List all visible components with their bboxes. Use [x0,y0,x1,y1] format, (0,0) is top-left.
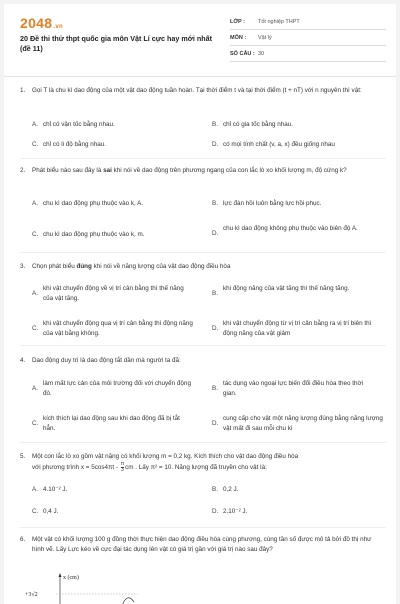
option-text: cung cấp cho vật một năng lượng đúng bằng năng lượng vật mất đi sau mỗi chu kì [223,415,383,432]
option-letter: D. [212,141,219,148]
question-number: 4. [20,357,26,364]
option-letter: C. [32,420,39,427]
exam-meta-table [230,14,386,62]
graph-y-label: x (cm) [63,575,79,581]
question-stem: Dao động duy trì là dao động tắt dần mà người ta đã: [32,357,181,364]
question-stem: Một con lắc lò xo gồm vật nặng có khối lượng m = 0,2 kg. Kích thích cho vật dao động điều hòa với phương trình x = 5cos4πt - $\frac{\pi}{3}$ cm . Lấy π² = 10. Năng lượng đã truyền cho vật là: [32,453,299,473]
emphasis-word: đúng [76,263,92,270]
option-letter: A. [32,290,38,297]
option-letter: D. [212,508,219,515]
option-text: kích thích lại dao động sau khi dao động đã bị tắt hẳn. [43,415,180,432]
option-text: chu kì dao động phụ thuộc vào k, A. [43,200,144,207]
option-letter: B. [212,290,218,297]
option-letter: D. [212,420,219,427]
option-letter: B. [212,486,218,493]
option-letter: A. [32,486,38,493]
emphasis-word: sai [103,167,112,174]
meta-row-count [230,46,386,62]
question-1 [20,86,386,110]
option-letter: C. [32,141,39,148]
question-5 [20,452,386,474]
question-number: 2. [20,167,26,174]
meta-value: Vật lý [258,35,272,41]
question-4 [20,356,386,368]
option-text: khi vật chuyển động về vị trí cân bằng thì thế năng của vật tăng. [43,285,184,302]
option-letter: A. [32,121,38,128]
question-divider [20,158,386,159]
option-letter: A. [32,200,38,207]
fraction-pi-over-3: $\frac{\pi}{3}$ [120,461,125,473]
option-letter: B. [212,385,218,392]
question-stem: Một vật có khối lượng 100 g đồng thời thực hiện dao động điều hòa cùng phương, cùng tần số được mô tả bởi đồ thị như hình vẽ. Lấy Lực kéo về cực đại tác dụng lên vật có giá trị gần với giá trị nào sau đây? [32,536,372,553]
option-text: 0,2 J. [223,486,239,493]
question-divider [20,527,386,528]
meta-value: 30 [258,51,265,57]
header-divider [4,76,396,77]
option-text: 0,4 J. [43,508,59,515]
logo-text: 2048 [20,15,53,31]
option-text: chu kì dao động phụ thuộc vào k, m. [43,231,145,238]
oscillation-graph [20,572,140,604]
meta-value: Tốt nghiệp THPT [258,19,300,25]
meta-row-class [230,14,386,30]
page-header [4,4,396,72]
option-text: khi động năng của vật tăng thì thế năng tăng. [223,285,350,292]
question-number: 6. [20,536,26,543]
question-number: 3. [20,263,26,270]
question-divider [20,252,386,253]
question-stem: Chọn phát biểu đúng khi nói về năng lượng của vật dao động điều hòa [32,263,231,270]
question-stem: Phát biểu nào sau đây là sai khi nói về dao động trên phương ngang của con lắc lò xo khối lượng m, độ cứng k? [32,167,347,174]
question-divider [20,345,386,346]
option-text: 2.10⁻² J. [223,508,248,515]
question-number: 5. [20,453,26,460]
option-letter: C. [32,508,39,515]
option-text: lực đàn hồi luôn bằng lực hồi phục. [223,200,322,207]
meta-key: MÔN : [230,35,247,41]
option-text: có mọi tính chất (v, a, x) đều giống nhau [223,141,335,148]
option-text: chỉ có li độ bằng nhau. [43,141,107,148]
logo-domain: .vn [53,24,63,30]
question-stem: Gọi T là chu kì dao động của một vật dao động tuần hoàn. Tại thời điểm t và tại thời điểm (t + nT) với n nguyên thì vật: [32,87,362,94]
question-2 [20,166,386,188]
option-text: khi vật chuyển động qua vị trí cân bằng thì động năng của vật bằng không. [43,320,193,337]
option-letter: D. [212,230,219,237]
document-title: 20 Đề thi thử thpt quốc gia môn Vật Lí cực hay mới nhất (đề 11) [20,34,213,53]
question-number: 1. [20,87,26,94]
option-text: 4.10⁻² J. [43,486,68,493]
question-6 [20,535,386,567]
option-text: làm mất lực cản của môi trường đối với chuyển động đó. [43,380,191,397]
option-letter: A. [32,385,38,392]
option-text: chỉ có gia tốc bằng nhau. [223,121,294,128]
document-page [4,4,396,604]
option-letter: C. [32,231,39,238]
meta-key: SỐ CÂU : [230,51,255,57]
question-divider [20,442,386,443]
option-text: chu kì dao động không phụ thuộc vào biên độ A. [223,225,358,232]
meta-key: LỚP : [230,19,245,25]
option-text: tác dụng vào ngoại lực biến đổi điều hòa theo thời gian. [223,380,363,397]
graph-curve [120,598,134,604]
site-logo[interactable] [20,15,63,31]
graph-y-tick: +3√2 [25,592,38,598]
meta-row-subject [230,30,386,46]
option-letter: B. [212,200,218,207]
graph-axis-arrow [59,573,62,577]
option-text: khi vật chuyển động từ vị trí cân bằng ra vị trí biên thì động năng của vật giảm [223,320,372,337]
option-text: chỉ có vận tốc bằng nhau. [43,121,115,128]
option-letter: B. [212,121,218,128]
option-letter: D. [212,325,219,332]
option-letter: C. [32,325,39,332]
question-3 [20,262,386,274]
